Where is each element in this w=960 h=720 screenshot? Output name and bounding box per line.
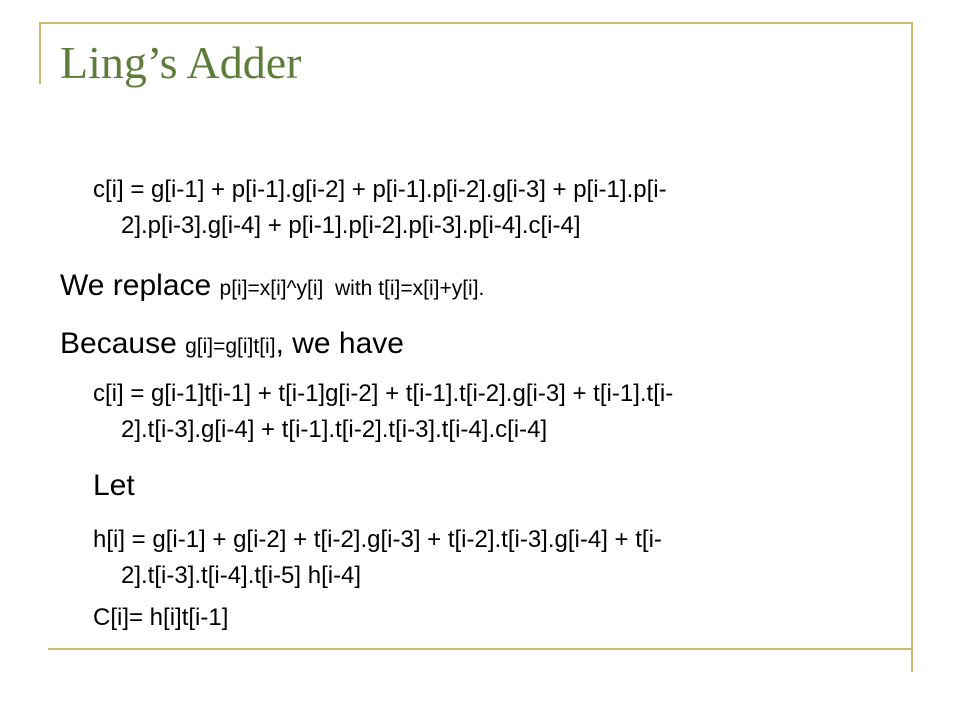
frame-rule-right	[911, 22, 913, 672]
let-label: Let	[93, 469, 135, 502]
slide-title: Ling’s Adder	[60, 37, 302, 88]
equation-c-ling-line-1-cont: 2].t[i-3].g[i-4] + t[i-1].t[i-2].t[i-3].t[i-4].c[i-4]	[121, 416, 548, 443]
replace-expr: p[i]=x[i]^y[i]	[219, 277, 324, 300]
frame-rule-bottom	[48, 648, 913, 650]
replace-statement	[60, 266, 484, 309]
equation-h-line-1: h[i] = g[i-1] + g[i-2] + t[i-2].g[i-3] + t[i-2].t[i-3].g[i-4] + t[i-	[93, 526, 662, 553]
equation-C-final: C[i]= h[i]t[i-1]	[93, 604, 229, 631]
equation-c-line-1: c[i] = g[i-1] + p[i-1].g[i-2] + p[i-1].p[i-2].g[i-3] + p[i-1].p[i-	[93, 176, 667, 203]
replace-lead: We replace	[60, 269, 220, 302]
because-expr: g[i]=g[i]t[i]	[185, 335, 276, 358]
because-tail: , we have	[275, 327, 404, 360]
frame-rule-left	[39, 22, 41, 84]
equation-h-line-1-cont: 2].t[i-3].t[i-4].t[i-5] h[i-4]	[121, 562, 362, 589]
replace-with: with t[i]=x[i]+y[i].	[323, 277, 485, 300]
equation-c-ling-line-1: c[i] = g[i-1]t[i-1] + t[i-1]g[i-2] + t[i-1].t[i-2].g[i-3] + t[i-1].t[i-	[93, 380, 674, 407]
equation-c-line-1-cont: 2].p[i-3].g[i-4] + p[i-1].p[i-2].p[i-3].p[i-4].c[i-4]	[121, 212, 581, 239]
because-lead: Because	[60, 327, 186, 360]
because-statement	[60, 324, 404, 367]
frame-rule-top	[40, 22, 913, 24]
